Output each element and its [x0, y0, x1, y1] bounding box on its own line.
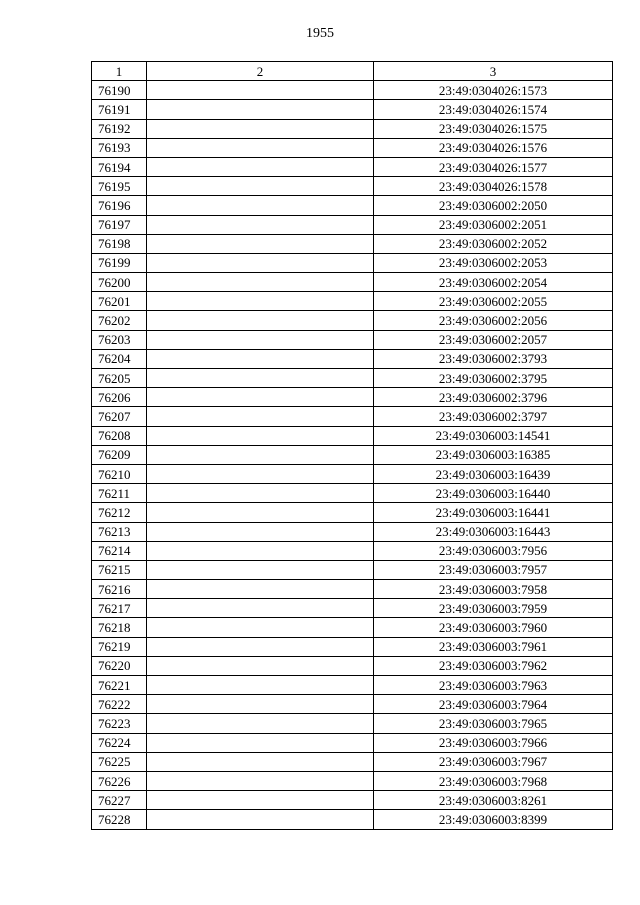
row-col2-cell [147, 445, 374, 464]
data-table [91, 61, 613, 830]
row-cadastral-number-cell: 23:49:0304026:1575 [374, 119, 613, 138]
row-id-cell: 76222 [92, 695, 147, 714]
row-cadastral-number-cell: 23:49:0306002:2054 [374, 273, 613, 292]
row-col2-cell [147, 234, 374, 253]
row-col2-cell [147, 388, 374, 407]
table-row [92, 771, 613, 790]
column-header-2: 2 [147, 62, 374, 81]
row-cadastral-number-cell: 23:49:0306003:14541 [374, 426, 613, 445]
table-row [92, 426, 613, 445]
table-row [92, 656, 613, 675]
row-col2-cell [147, 618, 374, 637]
row-cadastral-number-cell: 23:49:0306002:2052 [374, 234, 613, 253]
table-header [92, 62, 613, 81]
row-id-cell: 76217 [92, 599, 147, 618]
row-col2-cell [147, 196, 374, 215]
row-col2-cell [147, 311, 374, 330]
table-row [92, 234, 613, 253]
row-id-cell: 76209 [92, 445, 147, 464]
row-col2-cell [147, 273, 374, 292]
row-id-cell: 76212 [92, 503, 147, 522]
row-id-cell: 76221 [92, 676, 147, 695]
table-row [92, 349, 613, 368]
table-row [92, 810, 613, 829]
row-cadastral-number-cell: 23:49:0306003:7956 [374, 541, 613, 560]
row-id-cell: 76197 [92, 215, 147, 234]
table-row [92, 311, 613, 330]
row-col2-cell [147, 695, 374, 714]
row-cadastral-number-cell: 23:49:0306002:2051 [374, 215, 613, 234]
row-id-cell: 76207 [92, 407, 147, 426]
row-id-cell: 76220 [92, 656, 147, 675]
table-row [92, 388, 613, 407]
row-col2-cell [147, 253, 374, 272]
table-row [92, 157, 613, 176]
table-row [92, 637, 613, 656]
row-id-cell: 76214 [92, 541, 147, 560]
row-id-cell: 76192 [92, 119, 147, 138]
table-row [92, 484, 613, 503]
row-col2-cell [147, 771, 374, 790]
row-cadastral-number-cell: 23:49:0306003:16440 [374, 484, 613, 503]
row-id-cell: 76213 [92, 522, 147, 541]
row-cadastral-number-cell: 23:49:0306002:3797 [374, 407, 613, 426]
row-id-cell: 76223 [92, 714, 147, 733]
row-cadastral-number-cell: 23:49:0306003:7957 [374, 560, 613, 579]
row-col2-cell [147, 599, 374, 618]
column-header-3: 3 [374, 62, 613, 81]
row-cadastral-number-cell: 23:49:0306002:2057 [374, 330, 613, 349]
row-id-cell: 76194 [92, 157, 147, 176]
row-id-cell: 76204 [92, 349, 147, 368]
row-col2-cell [147, 752, 374, 771]
table-row [92, 464, 613, 483]
row-id-cell: 76191 [92, 100, 147, 119]
row-cadastral-number-cell: 23:49:0306003:16439 [374, 464, 613, 483]
table-row [92, 196, 613, 215]
row-cadastral-number-cell: 23:49:0304026:1577 [374, 157, 613, 176]
row-col2-cell [147, 215, 374, 234]
row-cadastral-number-cell: 23:49:0306002:3793 [374, 349, 613, 368]
row-id-cell: 76206 [92, 388, 147, 407]
row-cadastral-number-cell: 23:49:0306003:7959 [374, 599, 613, 618]
row-col2-cell [147, 637, 374, 656]
table-row [92, 541, 613, 560]
row-cadastral-number-cell: 23:49:0306002:2055 [374, 292, 613, 311]
row-id-cell: 76190 [92, 81, 147, 100]
row-id-cell: 76216 [92, 580, 147, 599]
table-row [92, 580, 613, 599]
row-col2-cell [147, 656, 374, 675]
row-col2-cell [147, 100, 374, 119]
row-col2-cell [147, 81, 374, 100]
row-col2-cell [147, 407, 374, 426]
row-id-cell: 76225 [92, 752, 147, 771]
table-row [92, 215, 613, 234]
table-row [92, 503, 613, 522]
table-row [92, 676, 613, 695]
row-id-cell: 76202 [92, 311, 147, 330]
row-cadastral-number-cell: 23:49:0306003:7962 [374, 656, 613, 675]
row-cadastral-number-cell: 23:49:0306003:8399 [374, 810, 613, 829]
table-row [92, 100, 613, 119]
row-id-cell: 76227 [92, 791, 147, 810]
table-row [92, 81, 613, 100]
row-col2-cell [147, 426, 374, 445]
row-id-cell: 76200 [92, 273, 147, 292]
row-col2-cell [147, 157, 374, 176]
row-id-cell: 76218 [92, 618, 147, 637]
table-row [92, 522, 613, 541]
header-row [92, 62, 613, 81]
table-row [92, 791, 613, 810]
table-body [92, 81, 613, 829]
row-cadastral-number-cell: 23:49:0306003:7968 [374, 771, 613, 790]
row-cadastral-number-cell: 23:49:0306003:7965 [374, 714, 613, 733]
table-row [92, 369, 613, 388]
row-cadastral-number-cell: 23:49:0304026:1576 [374, 138, 613, 157]
table-row [92, 253, 613, 272]
row-id-cell: 76205 [92, 369, 147, 388]
row-id-cell: 76198 [92, 234, 147, 253]
row-col2-cell [147, 349, 374, 368]
row-cadastral-number-cell: 23:49:0306003:7963 [374, 676, 613, 695]
row-cadastral-number-cell: 23:49:0306003:7967 [374, 752, 613, 771]
row-cadastral-number-cell: 23:49:0304026:1574 [374, 100, 613, 119]
row-col2-cell [147, 714, 374, 733]
table-row [92, 407, 613, 426]
table-row [92, 292, 613, 311]
row-id-cell: 76199 [92, 253, 147, 272]
column-header-1: 1 [92, 62, 147, 81]
row-col2-cell [147, 177, 374, 196]
row-id-cell: 76196 [92, 196, 147, 215]
row-cadastral-number-cell: 23:49:0306003:7960 [374, 618, 613, 637]
table-row [92, 177, 613, 196]
table-row [92, 445, 613, 464]
row-cadastral-number-cell: 23:49:0306002:2053 [374, 253, 613, 272]
row-col2-cell [147, 791, 374, 810]
row-col2-cell [147, 810, 374, 829]
row-col2-cell [147, 138, 374, 157]
table-row [92, 695, 613, 714]
table-row [92, 119, 613, 138]
row-cadastral-number-cell: 23:49:0306003:16441 [374, 503, 613, 522]
page-number: 1955 [306, 26, 334, 41]
row-col2-cell [147, 484, 374, 503]
row-id-cell: 76226 [92, 771, 147, 790]
row-col2-cell [147, 330, 374, 349]
row-col2-cell [147, 119, 374, 138]
row-id-cell: 76211 [92, 484, 147, 503]
row-cadastral-number-cell: 23:49:0306002:2050 [374, 196, 613, 215]
table-row [92, 138, 613, 157]
table-row [92, 560, 613, 579]
row-id-cell: 76195 [92, 177, 147, 196]
row-cadastral-number-cell: 23:49:0306003:7958 [374, 580, 613, 599]
table-row [92, 733, 613, 752]
row-id-cell: 76224 [92, 733, 147, 752]
row-cadastral-number-cell: 23:49:0306003:8261 [374, 791, 613, 810]
row-id-cell: 76215 [92, 560, 147, 579]
table-row [92, 273, 613, 292]
table-row [92, 714, 613, 733]
row-cadastral-number-cell: 23:49:0306002:3796 [374, 388, 613, 407]
row-cadastral-number-cell: 23:49:0304026:1578 [374, 177, 613, 196]
table-row [92, 752, 613, 771]
row-id-cell: 76210 [92, 464, 147, 483]
row-cadastral-number-cell: 23:49:0306003:7961 [374, 637, 613, 656]
row-id-cell: 76203 [92, 330, 147, 349]
row-col2-cell [147, 522, 374, 541]
table-row [92, 330, 613, 349]
row-cadastral-number-cell: 23:49:0306002:2056 [374, 311, 613, 330]
row-col2-cell [147, 503, 374, 522]
row-col2-cell [147, 733, 374, 752]
row-id-cell: 76193 [92, 138, 147, 157]
row-cadastral-number-cell: 23:49:0306003:7966 [374, 733, 613, 752]
row-id-cell: 76219 [92, 637, 147, 656]
row-col2-cell [147, 369, 374, 388]
row-cadastral-number-cell: 23:49:0306003:7964 [374, 695, 613, 714]
row-cadastral-number-cell: 23:49:0304026:1573 [374, 81, 613, 100]
row-col2-cell [147, 580, 374, 599]
row-cadastral-number-cell: 23:49:0306002:3795 [374, 369, 613, 388]
row-cadastral-number-cell: 23:49:0306003:16443 [374, 522, 613, 541]
row-id-cell: 76228 [92, 810, 147, 829]
row-id-cell: 76201 [92, 292, 147, 311]
row-id-cell: 76208 [92, 426, 147, 445]
row-col2-cell [147, 292, 374, 311]
row-col2-cell [147, 676, 374, 695]
row-col2-cell [147, 560, 374, 579]
table-row [92, 599, 613, 618]
row-col2-cell [147, 464, 374, 483]
table-row [92, 618, 613, 637]
row-col2-cell [147, 541, 374, 560]
row-cadastral-number-cell: 23:49:0306003:16385 [374, 445, 613, 464]
